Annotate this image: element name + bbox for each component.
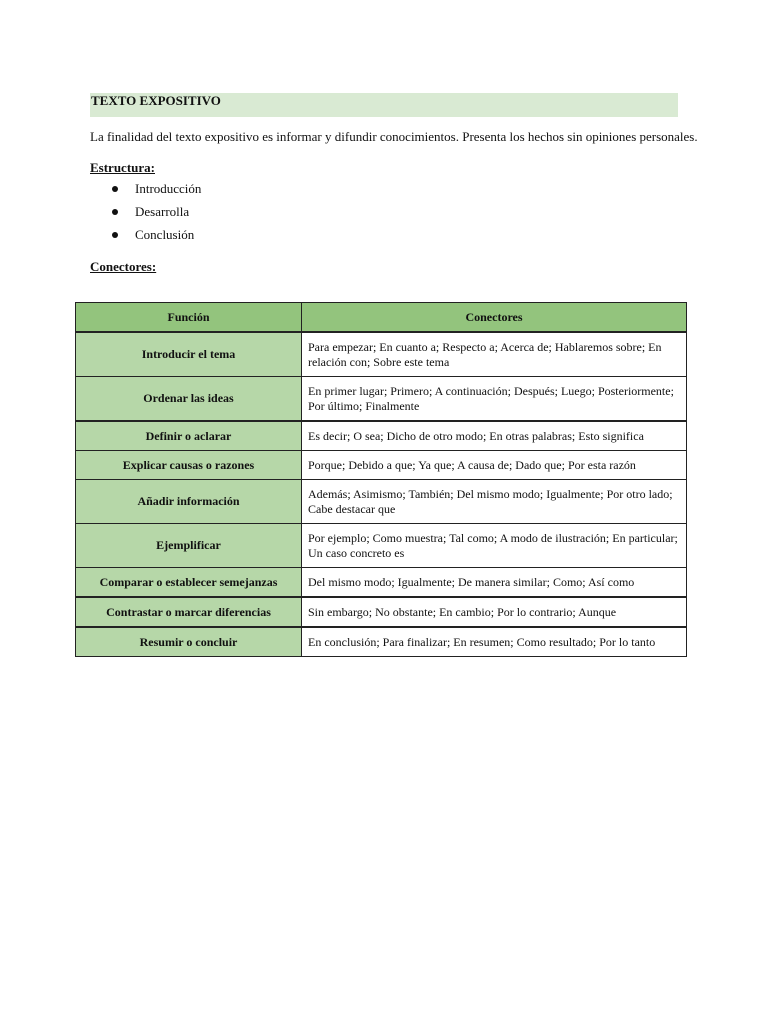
list-item bbox=[112, 227, 201, 250]
estructura-heading: Estructura: bbox=[90, 160, 155, 175]
table-row bbox=[76, 451, 687, 480]
bullet-icon bbox=[112, 232, 118, 238]
connectors-cell: Por ejemplo; Como muestra; Tal como; A modo de ilustración; En particular; Un caso concreto es bbox=[302, 524, 687, 568]
list-item bbox=[112, 181, 201, 204]
table-row bbox=[76, 421, 687, 451]
connectors-cell: Es decir; O sea; Dicho de otro modo; En otras palabras; Esto significa bbox=[302, 421, 687, 451]
connectors-table bbox=[75, 302, 687, 657]
list-item bbox=[112, 204, 201, 227]
document-title: TEXTO EXPOSITIVO bbox=[91, 93, 221, 108]
table-row bbox=[76, 332, 687, 377]
list-item-label: Introducción bbox=[135, 181, 202, 196]
list-item-label: Conclusión bbox=[135, 227, 195, 242]
table-row bbox=[76, 627, 687, 657]
connectors-cell: Porque; Debido a que; Ya que; A causa de; Dado que; Por esta razón bbox=[302, 451, 687, 480]
function-cell: Comparar o establecer semejanzas bbox=[76, 568, 302, 598]
table-row bbox=[76, 480, 687, 524]
function-cell: Ejemplificar bbox=[76, 524, 302, 568]
list-item-label: Desarrolla bbox=[135, 204, 190, 219]
estructura-list bbox=[112, 181, 201, 250]
connectors-cell: Además; Asimismo; También; Del mismo modo; Igualmente; Por otro lado; Cabe destacar que bbox=[302, 480, 687, 524]
function-cell: Ordenar las ideas bbox=[76, 377, 302, 422]
connectors-cell: Sin embargo; No obstante; En cambio; Por lo contrario; Aunque bbox=[302, 597, 687, 627]
function-cell: Añadir información bbox=[76, 480, 302, 524]
connectors-cell: En conclusión; Para finalizar; En resumen; Como resultado; Por lo tanto bbox=[302, 627, 687, 657]
table-row bbox=[76, 377, 687, 422]
title-bar bbox=[90, 93, 678, 117]
header-conectores: Conectores bbox=[302, 303, 687, 333]
function-cell: Explicar causas o razones bbox=[76, 451, 302, 480]
table-header-row bbox=[76, 303, 687, 333]
header-funcion: Función bbox=[76, 303, 302, 333]
connectors-cell: Para empezar; En cuanto a; Respecto a; Acerca de; Hablaremos sobre; En relación con; Sobre este tema bbox=[302, 332, 687, 377]
conectores-heading: Conectores: bbox=[90, 259, 157, 274]
function-cell: Definir o aclarar bbox=[76, 421, 302, 451]
table-row bbox=[76, 568, 687, 598]
function-cell: Introducir el tema bbox=[76, 332, 302, 377]
table-row bbox=[76, 524, 687, 568]
intro-paragraph: La finalidad del texto expositivo es informar y difundir conocimientos. Presenta los hechos sin opiniones personales. bbox=[90, 129, 698, 144]
connectors-cell: En primer lugar; Primero; A continuación; Después; Luego; Posteriormente; Por último; Finalmente bbox=[302, 377, 687, 422]
bullet-icon bbox=[112, 186, 118, 192]
bullet-icon bbox=[112, 209, 118, 215]
table-row bbox=[76, 597, 687, 627]
connectors-cell: Del mismo modo; Igualmente; De manera similar; Como; Así como bbox=[302, 568, 687, 598]
function-cell: Resumir o concluir bbox=[76, 627, 302, 657]
function-cell: Contrastar o marcar diferencias bbox=[76, 597, 302, 627]
